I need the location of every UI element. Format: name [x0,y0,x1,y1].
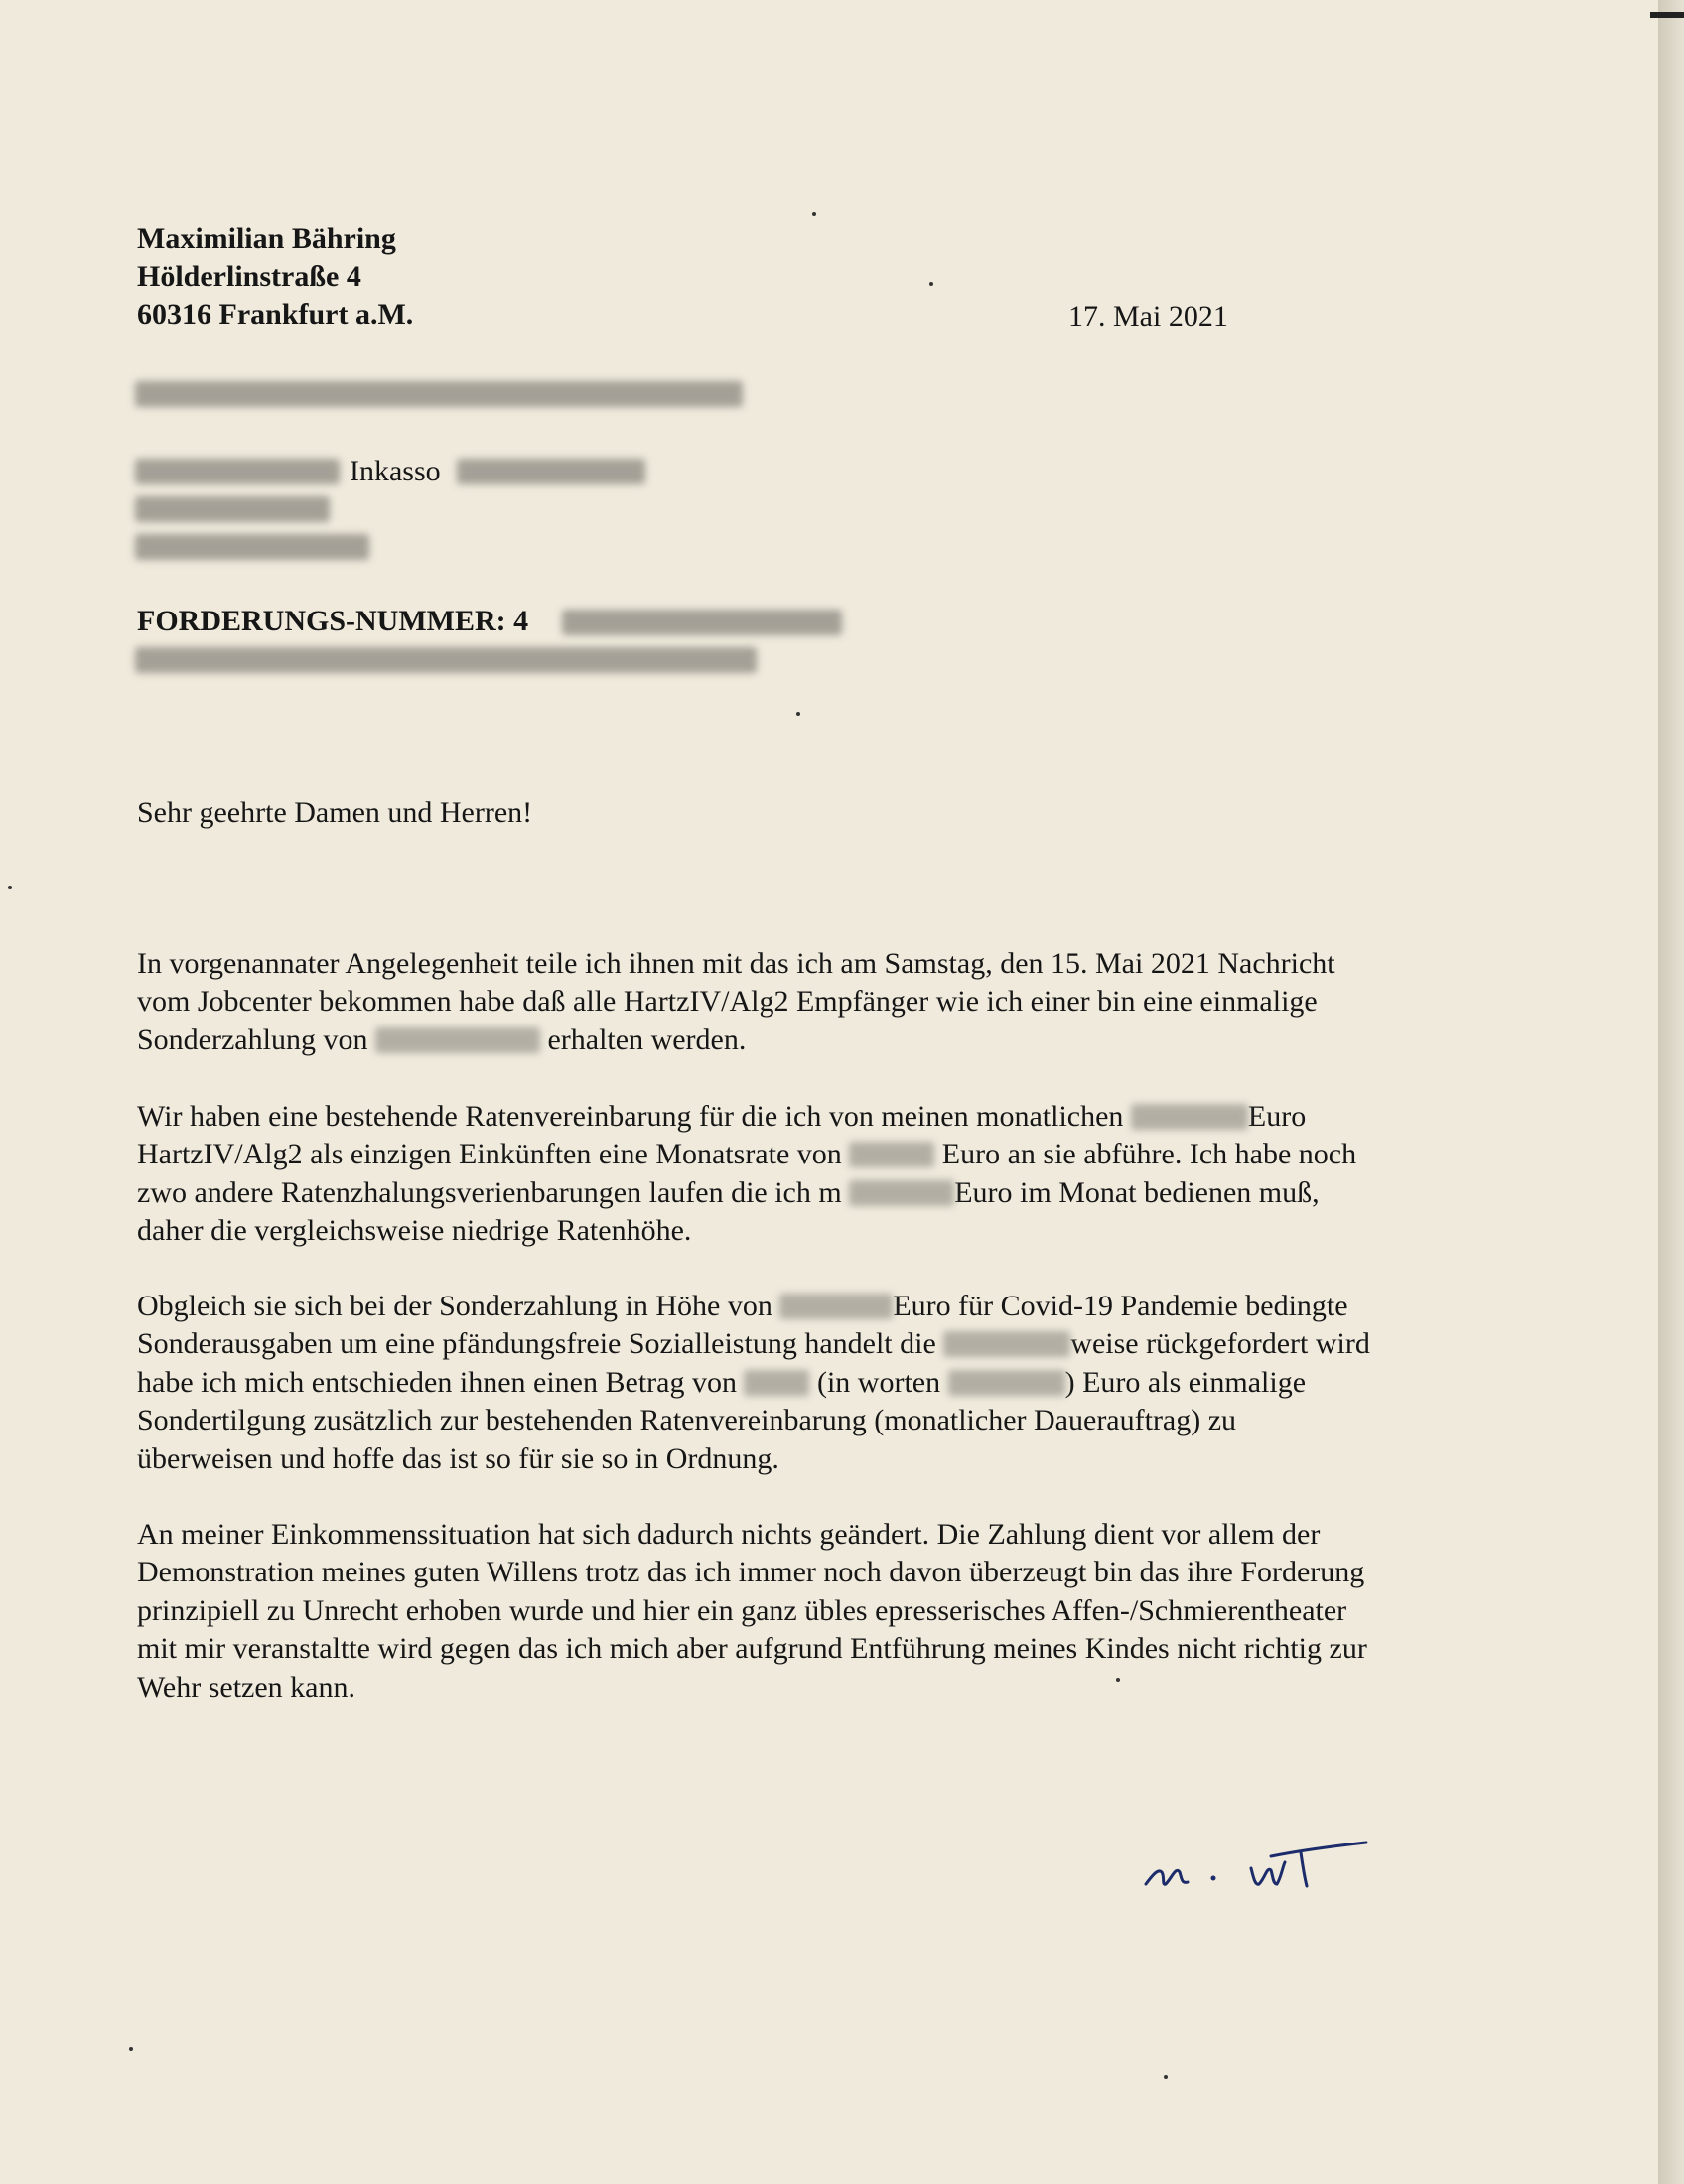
line-segment: Sonderausgaben um eine pfändungsfreie Sozialleistung handelt die [137,1327,936,1361]
paragraph-line: An meiner Einkommenssituation hat sich dadurch nichts geändert. Die Zahlung dient vor allem der [137,1518,1321,1551]
paragraph-2 [137,1098,1547,1251]
sender-street: Hölderlinstraße 4 [137,260,361,293]
redacted-return-address [135,381,743,407]
paragraph-4 [137,1516,1547,1706]
paragraph-line: überweisen und hoffe das ist so für sie so in Ordnung. [137,1441,779,1475]
line-segment: Sonderzahlung von [137,1023,368,1056]
scanner-corner-mark [1650,12,1684,18]
paragraph-3 [137,1288,1547,1478]
paragraph-line: prinzipiell zu Unrecht erhoben wurde und hier ein ganz übles epresserisches Affen-/Schmierentheater [137,1593,1347,1627]
line-segment: Euro [1247,1100,1307,1133]
redacted-word [943,1331,1070,1357]
paragraph-line [137,1288,1547,1325]
line-segment: Euro für Covid-19 Pandemie bedingte [893,1290,1348,1322]
redacted-reference-number [562,610,842,635]
line-segment: zwo andere Ratenzhalungsverienbarungen laufen die ich m [137,1175,842,1209]
paragraph-line [137,1174,1547,1212]
line-segment: Wir haben eine bestehende Ratenvereinbarung für die ich von meinen monatlichen [137,1100,1124,1133]
scan-speck [129,2047,133,2051]
scan-speck [1164,2075,1168,2079]
paragraph-line: daher die vergleichsweise niedrige Ratenhöhe. [137,1214,692,1248]
paragraph-line: Demonstration meines guten Willens trotz das ich immer noch davon überzeugt bin das ihre Forderung [137,1556,1365,1589]
line-segment: erhalten werden. [547,1023,747,1056]
line-segment: habe ich mich entschieden ihnen einen Betrag von [137,1365,737,1399]
line-segment: Euro im Monat bedienen muß, [954,1175,1320,1209]
redacted-reference-subline [135,647,757,673]
paragraph-1 [137,945,1547,1059]
salutation: Sehr geehrte Damen und Herren! [137,796,533,829]
scanner-edge [1658,0,1684,2184]
reference-number-label: FORDERUNGS-NUMMER: 4 [137,605,529,637]
line-segment: weise rückgefordert wird [1070,1327,1370,1361]
redacted-recipient-company-suffix [457,459,645,484]
scan-speck [812,212,816,216]
redacted-recipient-city [135,534,369,560]
paragraph-line: vom Jobcenter bekommen habe daß alle HartzIV/Alg2 Empfänger wie ich einer bin eine einmalige [137,985,1318,1019]
line-segment: Euro an sie abführe. Ich habe noch [941,1138,1357,1171]
paragraph-line [137,1022,1547,1059]
redacted-amount [849,1180,954,1206]
line-segment: HartzIV/Alg2 als einzigen Einkünften eine Monatsrate von [137,1138,842,1171]
paragraph-line: Wehr setzen kann. [137,1670,355,1704]
redacted-amount-words [948,1370,1065,1396]
redacted-recipient-street [135,496,330,522]
sender-city: 60316 Frankfurt a.M. [137,298,414,331]
line-segment: (in worten [816,1365,941,1399]
sender-address [137,220,413,334]
paragraph-line [137,1136,1547,1173]
line-segment: Obgleich sie sich bei der Sonderzahlung in Höhe von [137,1290,772,1322]
redacted-amount [779,1294,893,1319]
paragraph-line [137,1325,1547,1363]
paragraph-line: mit mir veranstaltte wird gegen das ich mich aber aufgrund Entführung meines Kindes nicht richtig zur [137,1632,1367,1666]
paragraph-line: In vorgenannater Angelegenheit teile ich ihnen mit das ich am Samstag, den 15. Mai 2021 Nachricht [137,947,1335,980]
redacted-amount [744,1370,809,1396]
scan-speck [929,282,933,286]
paragraph-line: Sondertilgung zusätzlich zur bestehenden Ratenvereinbarung (monatlicher Dauerauftrag) zu [137,1404,1237,1437]
redacted-recipient-company-prefix [135,459,340,484]
redacted-amount [1131,1104,1248,1130]
scan-speck [8,886,12,889]
line-segment: ) Euro als einmalige [1064,1365,1307,1399]
redacted-amount [849,1142,934,1167]
recipient-company-visible: Inkasso [350,455,441,487]
scan-speck [796,712,800,716]
letter-date: 17. Mai 2021 [1068,300,1228,333]
scan-speck [1116,1678,1120,1682]
handwritten-signature-icon [1132,1807,1410,1916]
paragraph-line [137,1098,1547,1136]
redacted-amount [375,1027,540,1053]
paragraph-line [137,1364,1547,1402]
sender-name: Maximilian Bähring [137,222,396,255]
